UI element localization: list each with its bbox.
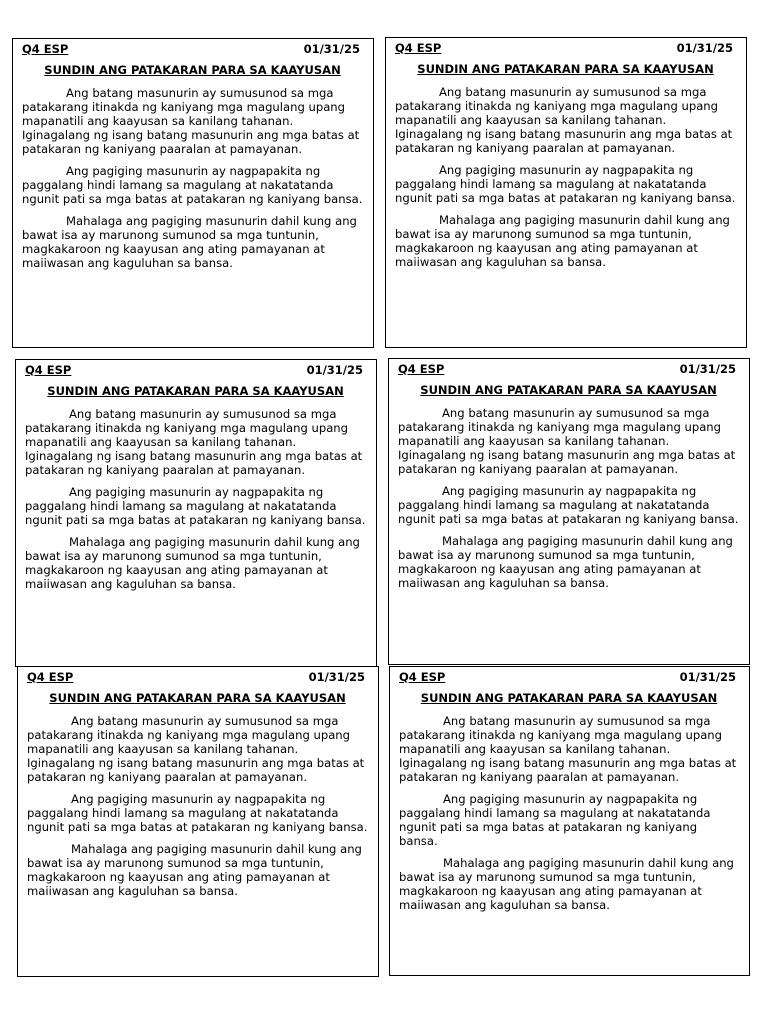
card-title: SUNDIN ANG PATAKARAN PARA SA KAAYUSAN [49, 691, 346, 705]
card-title: SUNDIN ANG PATAKARAN PARA SA KAAYUSAN [420, 383, 717, 397]
paragraph: Ang batang masunurin ay sumusunod sa mga patakarang itinakda ng kaniyang mga magulang upang mapanatili ang kaayusan sa kanilang tahanan. Iginagalang ng isang batang masunurin ang mga batas at patakaran ng kaniyang paaralan at pamayanan. [399, 714, 737, 784]
paragraph: Mahalaga ang pagiging masunurin dahil kung ang bawat isa ay marunong sumunod sa mga tuntunin, magkakaroon ng kaayusan ang ating pamayanan at maiiwasan ang kaguluhan sa bansa. [22, 214, 357, 270]
subject-label: Q4 ESP [399, 670, 446, 684]
paragraph: Mahalaga ang pagiging masunurin dahil kung ang bawat isa ay marunong sumunod sa mga tuntunin, magkakaroon ng kaayusan ang ating pamayanan at maiiwasan ang kaguluhan sa bansa. [398, 534, 733, 590]
card-header [395, 41, 736, 55]
card-title: SUNDIN ANG PATAKARAN PARA SA KAAYUSAN [420, 691, 718, 705]
date-label: 01/31/25 [679, 670, 736, 684]
card-header [27, 670, 368, 684]
subject-label: Q4 ESP [395, 41, 442, 55]
handout-card [389, 666, 750, 976]
paragraph: Ang pagiging masunurin ay nagpapakita ng paggalang hindi lamang sa magulang at nakatatanda ngunit pati sa mga batas at patakaran ng kaniyang bansa. [395, 163, 736, 205]
card-title: SUNDIN ANG PATAKARAN PARA SA KAAYUSAN [417, 62, 714, 76]
subject-label: Q4 ESP [25, 363, 72, 377]
subject-label: Q4 ESP [398, 362, 445, 376]
paragraph: Ang pagiging masunurin ay nagpapakita ng paggalang hindi lamang sa magulang at nakatatanda ngunit pati sa mga batas at patakaran ng kaniyang bansa. [399, 792, 711, 848]
paragraph: Ang pagiging masunurin ay nagpapakita ng paggalang hindi lamang sa magulang at nakatatanda ngunit pati sa mga batas at patakaran ng kaniyang bansa. [27, 792, 368, 834]
date-label: 01/31/25 [676, 41, 733, 55]
handout-card [15, 359, 377, 667]
handout-card [12, 38, 374, 348]
paragraph: Mahalaga ang pagiging masunurin dahil kung ang bawat isa ay marunong sumunod sa mga tuntunin, magkakaroon ng kaayusan ang ating pamayanan at maiiwasan ang kaguluhan sa bansa. [395, 213, 730, 269]
paragraph: Ang pagiging masunurin ay nagpapakita ng paggalang hindi lamang sa magulang at nakatatanda ngunit pati sa mga batas at patakaran ng kaniyang bansa. [25, 485, 366, 527]
paragraph: Ang batang masunurin ay sumusunod sa mga patakarang itinakda ng kaniyang mga magulang upang mapanatili ang kaayusan sa kanilang tahanan. Iginagalang ng isang batang masunurin ang mga batas at patakaran ng kaniyang paaralan at pamayanan. [25, 407, 363, 477]
handout-card [388, 358, 750, 665]
paragraph: Mahalaga ang pagiging masunurin dahil kung ang bawat isa ay marunong sumunod sa mga tuntunin, magkakaroon ng kaayusan ang ating pamayanan at maiiwasan ang kaguluhan sa bansa. [27, 842, 362, 898]
paragraph: Ang batang masunurin ay sumusunod sa mga patakarang itinakda ng kaniyang mga magulang upang mapanatili ang kaayusan sa kanilang tahanan. Iginagalang ng isang batang masunurin ang mga batas at patakaran ng kaniyang paaralan at pamayanan. [398, 406, 736, 476]
subject-label: Q4 ESP [27, 670, 74, 684]
paragraph: Ang pagiging masunurin ay nagpapakita ng paggalang hindi lamang sa magulang at nakatatanda ngunit pati sa mga batas at patakaran ng kaniyang bansa. [22, 164, 363, 206]
date-label: 01/31/25 [306, 363, 363, 377]
paragraph: Ang batang masunurin ay sumusunod sa mga patakarang itinakda ng kaniyang mga magulang upang mapanatili ang kaayusan sa kanilang tahanan. Iginagalang ng isang batang masunurin ang mga batas at patakaran ng kaniyang paaralan at pamayanan. [27, 714, 365, 784]
card-title: SUNDIN ANG PATAKARAN PARA SA KAAYUSAN [47, 384, 344, 398]
paragraph: Ang batang masunurin ay sumusunod sa mga patakarang itinakda ng kaniyang mga magulang upang mapanatili ang kaayusan sa kanilang tahanan. Iginagalang ng isang batang masunurin ang mga batas at patakaran ng kaniyang paaralan at pamayanan. [22, 86, 360, 156]
handout-card [385, 37, 747, 348]
paragraph: Mahalaga ang pagiging masunurin dahil kung ang bawat isa ay marunong sumunod sa mga tuntunin, magkakaroon ng kaayusan ang ating pamayanan at maiiwasan ang kaguluhan sa bansa. [399, 856, 734, 912]
paragraph: Mahalaga ang pagiging masunurin dahil kung ang bawat isa ay marunong sumunod sa mga tuntunin, magkakaroon ng kaayusan ang ating pamayanan at maiiwasan ang kaguluhan sa bansa. [25, 535, 360, 591]
date-label: 01/31/25 [308, 670, 365, 684]
date-label: 01/31/25 [303, 42, 360, 56]
handout-card [17, 666, 379, 977]
date-label: 01/31/25 [679, 362, 736, 376]
card-header [398, 362, 739, 376]
card-header [25, 363, 366, 377]
subject-label: Q4 ESP [22, 42, 69, 56]
card-header [22, 42, 363, 56]
paragraph: Ang batang masunurin ay sumusunod sa mga patakarang itinakda ng kaniyang mga magulang upang mapanatili ang kaayusan sa kanilang tahanan. Iginagalang ng isang batang masunurin ang mga batas at patakaran ng kaniyang paaralan at pamayanan. [395, 85, 733, 155]
paragraph: Ang pagiging masunurin ay nagpapakita ng paggalang hindi lamang sa magulang at nakatatanda ngunit pati sa mga batas at patakaran ng kaniyang bansa. [398, 484, 739, 526]
card-title: SUNDIN ANG PATAKARAN PARA SA KAAYUSAN [44, 63, 341, 77]
card-header [399, 670, 739, 684]
